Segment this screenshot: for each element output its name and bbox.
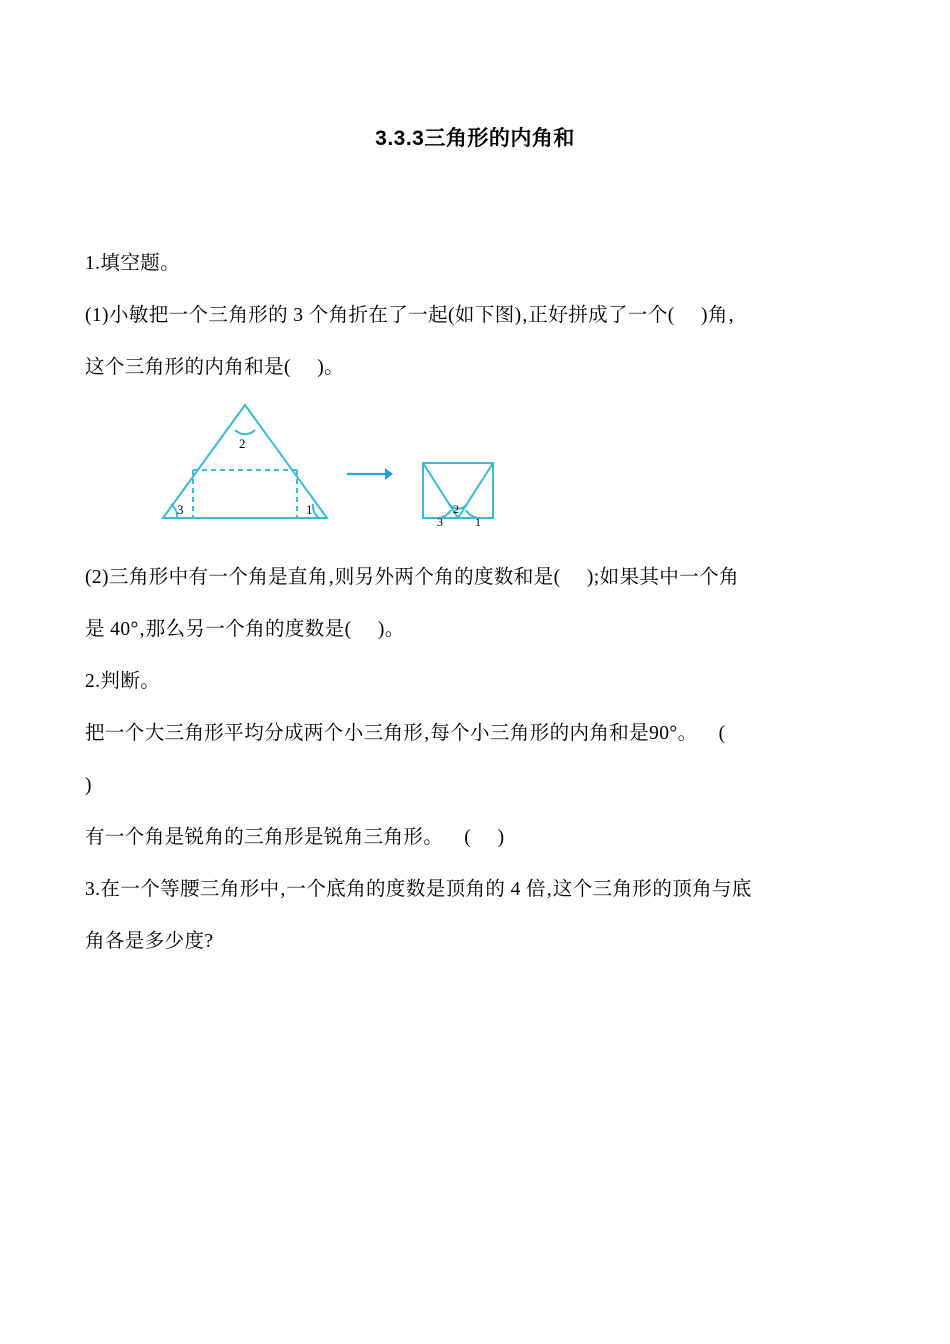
left-label-1: 1 bbox=[306, 502, 313, 517]
question-1-2-line1: (2)三角形中有一个角是直角‚则另外两个角的度数和是( );如果其中一个角 bbox=[85, 567, 739, 588]
left-triangle-group bbox=[163, 405, 327, 518]
right-label-3: 3 bbox=[437, 515, 443, 529]
right-label-2: 2 bbox=[453, 502, 459, 516]
question-2-heading: 2.判断。 bbox=[85, 671, 161, 692]
question-2-1-line2: ) bbox=[85, 775, 92, 796]
question-1-2-line2: 是 40°‚那么另一个角的度数是( )。 bbox=[85, 619, 405, 640]
triangle-angle-fold-figure bbox=[85, 400, 865, 550]
right-diagonal-right bbox=[458, 463, 493, 518]
question-1-1-line2: 这个三角形的内角和是( )。 bbox=[85, 357, 345, 378]
page-title: 3.3.3三角形的内角和 bbox=[375, 127, 575, 150]
question-3-line1: 3.在一个等腰三角形中‚一个底角的度数是顶角的 4 倍‚这个三角形的顶角与底 bbox=[85, 879, 752, 900]
question-1-heading: 1.填空题。 bbox=[85, 253, 181, 274]
left-label-2: 2 bbox=[239, 436, 246, 451]
right-label-1: 1 bbox=[475, 515, 481, 529]
question-1-1-line1: (1)小敏把一个三角形的 3 个角折在了一起(如下图)‚正好拼成了一个( )角‚ bbox=[85, 305, 735, 326]
figure-svg bbox=[85, 400, 505, 550]
worksheet-body bbox=[85, 238, 865, 968]
left-triangle-outline bbox=[163, 405, 327, 518]
left-label-3: 3 bbox=[177, 502, 184, 517]
question-3-line2: 角各是多少度? bbox=[85, 931, 214, 952]
question-2-2: 有一个角是锐角的三角形是锐角三角形。 ( ) bbox=[85, 827, 505, 848]
question-2-1-line1: 把一个大三角形平均分成两个小三角形‚每个小三角形的内角和是90°。 ( bbox=[85, 723, 726, 744]
angle-arc-2 bbox=[235, 430, 255, 434]
arrow-icon bbox=[347, 468, 393, 480]
